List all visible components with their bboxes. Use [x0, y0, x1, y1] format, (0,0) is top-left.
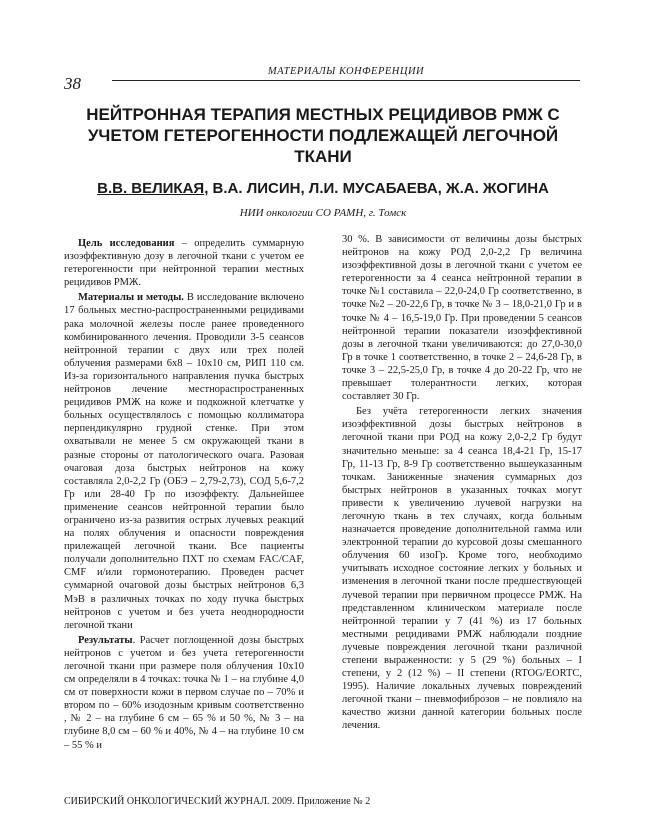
- aim-text: – определить суммарную изоэффективную дозу в легочной ткани с учетом ее гетерогенности при нейтронной терапии местных рецидивов РМЖ.: [64, 238, 304, 289]
- other-authors: , В.А. ЛИСИН, Л.И. МУСАБАЕВА, Ж.А. ЖОГИНА: [204, 180, 549, 197]
- heterogeneity-paragraph: Без учёта гетерогенности легких значения изоэффективной дозы быстрых нейтронов в легочной ткани при РОД на кожу 2,0-2,2 Гр будут значительно меньше: за 4 сеанса 18,4-21 Гр, 15-17 Гр, 11-13 Гр, 8-9 Гр соответственно вышеуказанным точкам. Заниженные значения суммарных доз быстрых нейтронов в указанных точках могут привести к увеличению лучевой нагрузки на легочную ткань в тех случаях, когда больным назначается проведение дополнительной гамма или электронной терапии до курсовой дозы смешанного облучения 60 изоГр. Кроме того, необходимо учитывать исходное состояние легких у больных и изменения в легочной ткани после предшествующей лучевой терапии при первичном процессе РМЖ. На представленном клиническом материале после нейтронной терапии у 7 (41 %) из 17 больных местными рецидивами РМЖ наблюдали поздние лучевые повреждения легочной ткани различной степени выраженности: у 5 (29 %) больных – I степени, у 2 (12 %) – II степени (RTOG/EORTC, 1995). Наличие локальных лучевых повреждений легочной ткани – пневмофиброзов – не повлияло на качество жизни данной категории больных после лечения.: [342, 406, 582, 732]
- left-column: [64, 237, 304, 754]
- aim-label: Цель исследования: [78, 238, 175, 249]
- author-list: [60, 180, 586, 197]
- methods-text: В исследование включено 17 больных местно-распространенными рецидивами рака молочной железы после ранее проведенного комбинированного лечения. Проводили 3-5 сеансов нейтронной терапии с двух или трех полей облучения размерами 6x8 – 10x10 см, РИП 110 см. Из-за горизонтального направления пучка быстрых нейтронов лечение местнораспространенных рецидивов РМЖ на коже и подкожной клетчатке у больных осуществлялось с помощью коллиматора перпендикулярно грудной стенке. При этом охватывали не менее 5 см окружающей ткани в разные стороны от патологического очага. Разовая очаговая доза быстрых нейтронов на кожу составляла 2,0-2,2 Гр (ОБЭ – 2,79-2,73), СОД 5,6-7,2 Гр или 28-40 Гр по изоэффекту. Дальнейшее применение сеансов нейтронной терапии было ограничено из-за развития острых лучевых реакций на полях облучения и опасности повреждения прилежащей легочной ткани. Все пациенты получали дополнительно ПХТ по схемам FAC/CAF, CMF и/или гормонотерапию. Проведен расчет суммарной очаговой дозы быстрых нейтронов 6,3 МэВ в различных точках по ходу пучка быстрых нейтронов с учетом и без учета неоднородности легочной ткани: [64, 292, 304, 631]
- results-text: . Расчет поглощенной дозы быстрых нейтронов с учетом и без учета гетерогенности легочной ткани при размере поля облучения 10x10 см определяли в 4 точках: точка № 1 – на глубине 4,0 см от поверхности кожи в первом случае по – 70% и втором по – 60% изодозным кривым соответственно , № 2 – на глубине 6 см – 65 % и 50 %, № 3 – на глубине 8,0 см – 60 % и 40%, № 4 – на глубине 10 см – 55 % и: [64, 634, 304, 751]
- results-continued-paragraph: 30 %. В зависимости от величины дозы быстрых нейтронов на кожу РОД 2,0-2,2 Гр величина изоэффективной дозы в легочной ткани с учетом ее гетерогенности за 4 сеанса нейтронной терапии в точке №1 составила – 22,0-24,0 Гр соответственно, в точке №2 – 20-22,6 Гр, в точке № 3 – 18,0-21,0 Гр и в точке № 4 – 16,5-19,0 Гр. При проведении 5 сеансов нейтронной терапии показатели изоэффективной дозы в легочной ткани увеличиваются: до 27,0-30,0 Гр в точке 1 соответственно, в точке 2 – 24,6-28 Гр, в точке 3 – 22,5-25,0 Гр, в точке 4 до 20-22 Гр, что не превышает толерантности легких, которая составляет 30 Гр.: [342, 234, 582, 403]
- section-header-label: МАТЕРИАЛЫ КОНФЕРЕНЦИИ: [267, 66, 425, 77]
- article-title: НЕЙТРОННАЯ ТЕРАПИЯ МЕСТНЫХ РЕЦИДИВОВ РМЖ С УЧЕТОМ ГЕТЕРОГЕННОСТИ ПОДЛЕЖАЩЕЙ ЛЕГОЧНОЙ ТКАНИ: [86, 105, 560, 166]
- results-label: Результаты: [78, 634, 133, 646]
- institution: НИИ онкологии СО РАМН, г. Томск: [239, 207, 407, 219]
- journal-footer: СИБИРСКИЙ ОНКОЛОГИЧЕСКИЙ ЖУРНАЛ. 2009. Приложение № 2: [64, 796, 371, 807]
- aim-paragraph: [64, 237, 304, 289]
- page-number: 38: [64, 74, 81, 93]
- methods-paragraph: [64, 291, 304, 631]
- header-rule: [112, 80, 580, 81]
- results-paragraph: [64, 634, 304, 752]
- methods-label: Материалы и методы.: [78, 292, 184, 304]
- right-column: [342, 233, 582, 735]
- first-author: В.В. ВЕЛИКАЯ: [97, 180, 205, 197]
